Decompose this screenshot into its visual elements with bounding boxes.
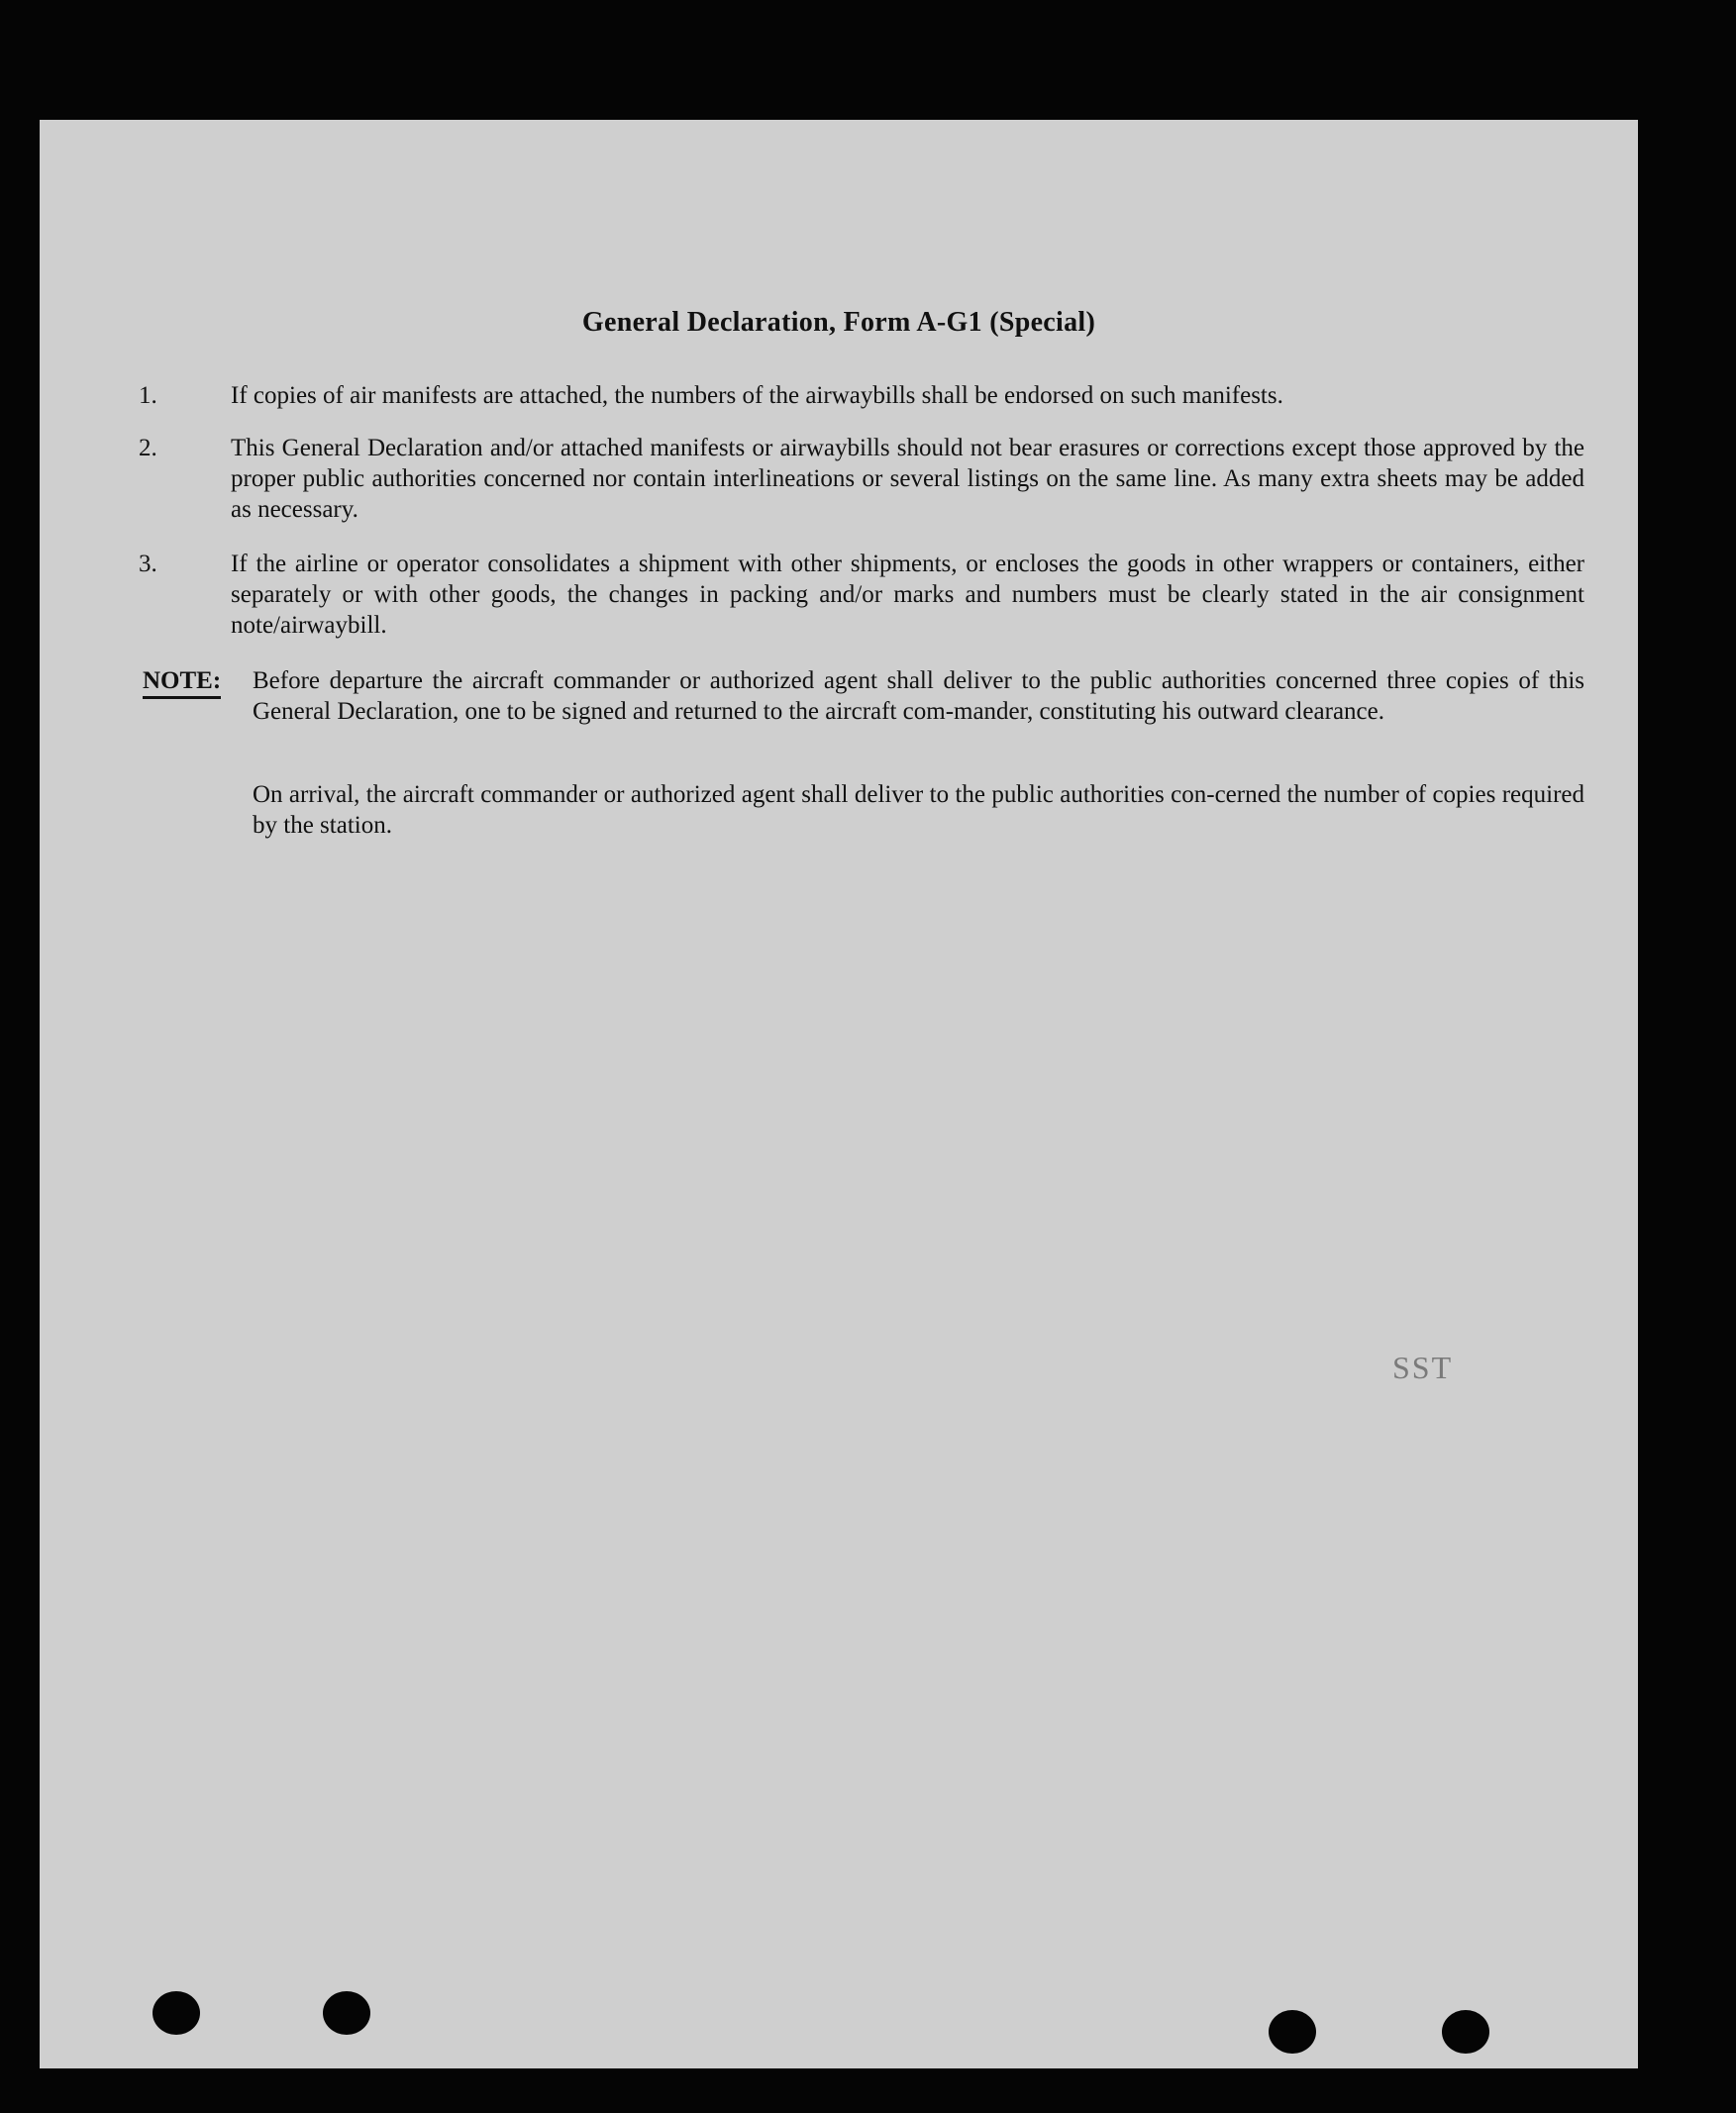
faint-stamp: SST	[1392, 1350, 1454, 1385]
item-text: This General Declaration and/or attached manifests or airwaybills should not bear erasures or corrections except those approved by the proper public authorities concerned nor contain interlineations or several listings on the same line. As many extra sheets may be added as necessary.	[231, 435, 1584, 523]
item-number: 1.	[139, 382, 157, 409]
list-item-1	[139, 380, 1584, 411]
note-label: NOTE:	[143, 665, 221, 699]
document-title: General Declaration, Form A-G1 (Special)	[581, 307, 1096, 338]
document-page	[40, 120, 1638, 2068]
item-text: If copies of air manifests are attached, the numbers of the airwaybills shall be endorsed on such manifests.	[231, 382, 1283, 409]
note-paragraph-2: On arrival, the aircraft commander or authorized agent shall deliver to the public authorities con-cerned the number of copies required by the station.	[253, 781, 1584, 839]
punch-hole-1	[153, 1991, 200, 2035]
list-item-2	[139, 433, 1584, 525]
item-number: 3.	[139, 551, 157, 577]
list-item-3	[139, 549, 1584, 641]
item-text: If the airline or operator consolidates a shipment with other shipments, or encloses the goods in other wrappers or containers, either separately or with other goods, the changes in packing and/or marks and numbers must be clearly stated in the air consignment note/airwaybill.	[231, 551, 1584, 639]
punch-hole-3	[1269, 2010, 1316, 2054]
item-number: 2.	[139, 435, 157, 461]
punch-hole-2	[323, 1991, 370, 2035]
punch-hole-4	[1442, 2010, 1489, 2054]
note-paragraph-1: Before departure the aircraft commander or authorized agent shall deliver to the public authorities concerned three copies of this General Declaration, one to be signed and returned to the aircraft com-mander, constituting his outward clearance.	[253, 667, 1584, 725]
